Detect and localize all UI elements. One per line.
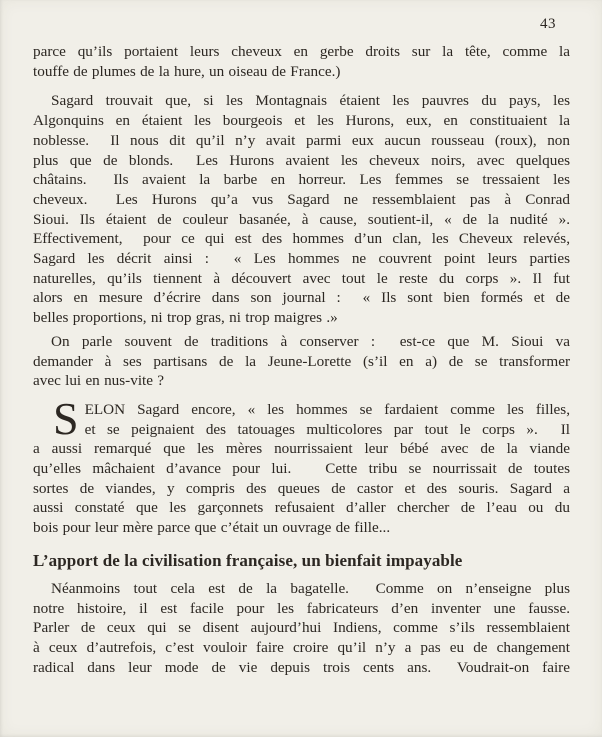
text-line: a aussi remarqué que les mères nourrissaient leur bébé avec de la viande <box>33 440 570 458</box>
text-line: On parle souvent de traditions à conserver : est-ce que M. Sioui va <box>51 332 570 350</box>
text-line: notre histoire, il est facile pour les fabricateurs d’en inventer une fausse. <box>33 599 570 617</box>
text-line: alors en mesure d’écrire dans son journal : « Ils sont bien formés et de <box>33 289 570 307</box>
text-line: aussi constaté que les garçonnets refusaient d’aller chercher de l’eau ou du <box>33 499 570 517</box>
text-line: demander à ses partisans de la Jeune-Lorette (s’il en a) de se transformer <box>33 352 570 370</box>
text-line: noblesse. Il nous dit qu’il n’y avait parmi eux aucun rousseau (roux), non <box>33 131 570 149</box>
section-heading: L’apport de la civilisation française, un bienfait impayable <box>33 550 463 570</box>
text-line: Parler de ceux qui se disent aujourd’hui Indiens, comme s’ils ressemblaient <box>33 619 570 637</box>
text-line: ELON Sagard encore, « les hommes se fardaient comme les filles, <box>84 400 570 418</box>
paragraph-traditions <box>33 332 570 391</box>
text-line: belles proportions, ni trop gras, ni trop maigres .» <box>33 309 338 327</box>
text-line: Sioui. Ils étaient de couleur basanée, à cause, soutient-il, « de la nudité ». <box>33 210 570 228</box>
dropcap-rest-lines <box>33 439 570 538</box>
text-line: touffe de plumes de la hure, un oiseau de France.) <box>33 62 341 80</box>
text-line: Néanmoins tout cela est de la bagatelle. Comme on n’enseigne plus <box>51 579 570 597</box>
text-line: Effectivement, pour ce qui est des hommes d’un clan, les Cheveux relevés, <box>33 230 570 248</box>
text-line: Algonquins en étaient les bourgeois et les Hurons, eux, en constituaient la <box>33 112 570 130</box>
dropcap-row <box>33 392 570 444</box>
text-line: Sagard les décrit ainsi : « Les hommes ne couvrent point leurs parties <box>33 250 570 268</box>
page-number: 43 <box>540 16 556 32</box>
dropcap-letter: S <box>53 392 79 444</box>
text-line: châtains. Ils avaient la barbe en horreur. Les femmes se tressaient les <box>33 171 570 189</box>
text-line: à ceux d’autrefois, c’est vouloir faire croire qu’il n’y a pas eu de changement <box>33 638 570 656</box>
text-line: avec lui en nus-vite ? <box>33 372 165 390</box>
text-line: parce qu’ils portaient leurs cheveux en gerbe droits sur la tête, comme la <box>33 43 570 60</box>
text-line: sortes de viandes, y compris des queues de castor et des souris. Sagard a <box>33 479 570 497</box>
paragraph-dropcap <box>33 392 570 538</box>
text-line: radical dans leur mode de vie depuis trois cents ans. Voudrait-on faire <box>33 658 570 676</box>
text-line: naturelles, qu’ils tiennent à découvert avec tout le reste du corps ». Il fut <box>33 269 570 287</box>
text-line: Sagard trouvait que, si les Montagnais étaient les pauvres du pays, les <box>51 92 570 110</box>
text-line: et se peignaient des tatouages multicolores par tout le corps ». Il <box>84 420 570 438</box>
text-line: qu’elles mâchaient d’avance pour lui. Cette tribu se nourrissait de toutes <box>33 460 570 478</box>
text-block <box>33 42 570 677</box>
dropcap-wrap-lines <box>85 400 570 439</box>
text-line: bois pour leur mère parce que c’était un ouvrage de fille... <box>33 519 391 537</box>
paragraph-sagard-trouvait <box>33 91 570 327</box>
text-line: cheveux. Les Hurons qu’a vus Sagard ne ressemblaient pas à Conrad <box>33 190 570 208</box>
text-line: plus que de blonds. Les Hurons avaient les cheveux noirs, avec quelques <box>33 151 570 169</box>
paragraph-neanmoins <box>33 579 570 678</box>
paragraph-continuation <box>33 42 570 81</box>
